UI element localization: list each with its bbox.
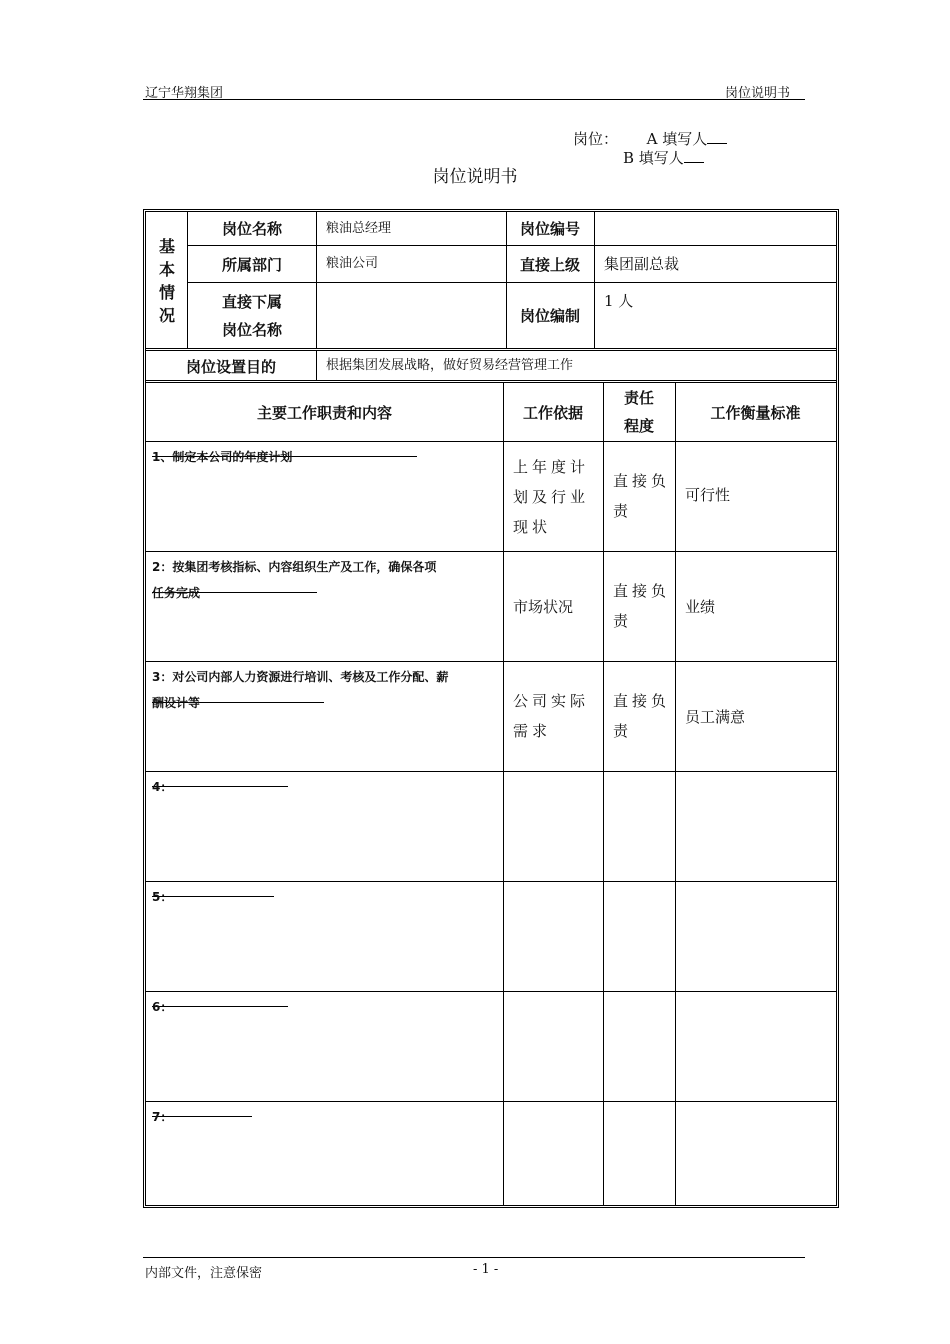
- staffing-value: 1 人: [604, 292, 634, 310]
- duties-content-header: 主要工作职责和内容: [256, 403, 392, 422]
- purpose-label: 岗位设置目的: [185, 357, 276, 376]
- post-name-label: 岗位名称: [221, 220, 282, 238]
- duty-row-5-content[interactable]: 5：: [152, 884, 502, 910]
- duty-row-3-basis: 公司实际需求: [513, 692, 590, 740]
- superior-label: 直接上级: [519, 255, 580, 274]
- staffing-label: 岗位编制: [519, 307, 580, 325]
- writer-a-label: A 填写人: [646, 130, 708, 148]
- document-title: 岗位说明书: [432, 167, 518, 187]
- duty-row-7-content[interactable]: 7：: [152, 1104, 502, 1130]
- post-no-value[interactable]: [604, 212, 834, 245]
- writer-a-line: [573, 128, 727, 149]
- duty-row-1-standard: 可行性: [685, 486, 731, 504]
- duties-resp-header: 责任 程度: [623, 389, 654, 435]
- duty-row-3-standard: 员工满意: [685, 708, 746, 726]
- purpose-value: 根据集团发展战略，做好贸易经营管理工作: [326, 358, 574, 373]
- duty-row-2-resp: 直接负责: [613, 582, 671, 630]
- duty-row-4-content[interactable]: 4：: [152, 774, 502, 800]
- writer-a-blank[interactable]: [707, 129, 727, 144]
- header-divider: [143, 99, 805, 100]
- duty-row-2-content: 2：按集团考核指标、内容组织生产及工作，确保各项 任务完成: [152, 560, 437, 600]
- writer-b-label: B 填写人: [623, 149, 684, 167]
- duties-basis-header: 工作依据: [522, 403, 583, 422]
- duty-row-6-content[interactable]: 6：: [152, 994, 502, 1020]
- basic-info-section-label: 基 本 情 况: [158, 236, 175, 325]
- post-name-value: 粮油总经理: [326, 221, 392, 236]
- duty-row-1-resp: 直接负责: [613, 472, 671, 520]
- header-company: 辽宁华翔集团: [145, 86, 224, 101]
- post-no-label: 岗位编号: [519, 220, 580, 238]
- duty-row-2-standard: 业绩: [685, 598, 716, 616]
- subordinate-label: 直接下属 岗位名称: [221, 292, 282, 339]
- duty-row-1-content: 1、制定本公司的年度计划: [152, 444, 502, 470]
- duty-row-2-basis: 市场状况: [513, 598, 574, 616]
- duties-standard-header: 工作衡量标准: [710, 403, 801, 422]
- duty-row-3-resp: 直接负责: [613, 692, 671, 740]
- dept-value: 粮油公司: [326, 256, 379, 271]
- duty-row-3-content: 3：对公司内部人力资源进行培训、考核及工作分配、薪 酬设计等: [152, 670, 449, 710]
- superior-value: 集团副总裁: [604, 255, 680, 273]
- writer-b-blank[interactable]: [684, 148, 704, 163]
- footer-confidential: 内部文件，注意保密: [145, 1266, 263, 1281]
- position-label: 岗位：: [573, 130, 619, 148]
- job-description-table: [143, 209, 839, 1208]
- page-number: - 1 -: [473, 1262, 499, 1277]
- duty-row-1-basis: 上年度计划及行业现状: [513, 458, 590, 536]
- footer-divider: [143, 1257, 805, 1258]
- header-doc-name: 岗位说明书: [724, 86, 790, 101]
- subordinate-value[interactable]: [326, 283, 506, 348]
- dept-label: 所属部门: [221, 255, 282, 274]
